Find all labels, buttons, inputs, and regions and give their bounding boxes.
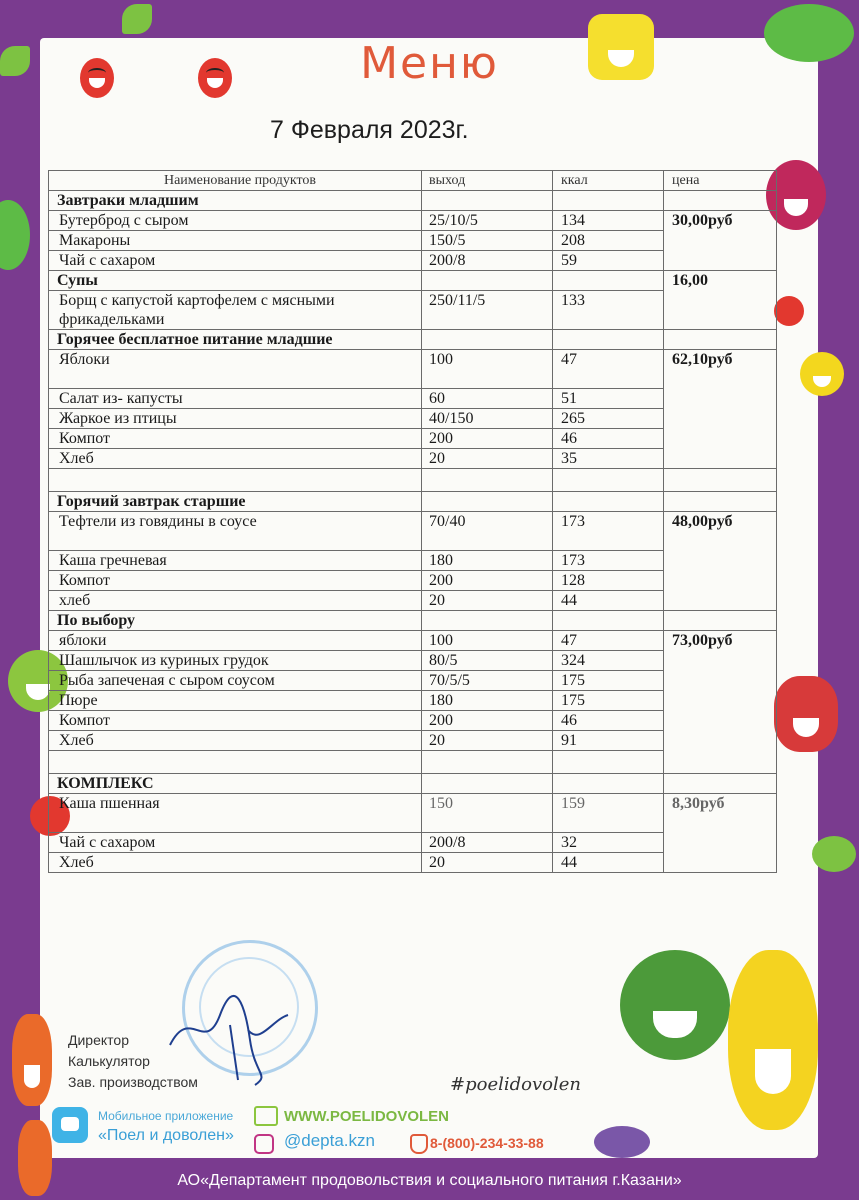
dish-output: 20 [422,449,553,469]
menu-table [48,170,777,873]
footer-company: АО«Департамент продовольствия и социального питания г.Казани» [177,1172,682,1189]
group-price: 62,10руб [664,350,777,469]
group-price: 30,00руб [664,211,777,271]
dish-kcal: 175 [553,671,664,691]
dish-name: Бутерброд с сыром [49,211,422,231]
leaf-icon [812,836,856,872]
dish-output: 20 [422,591,553,611]
instagram-handle[interactable]: @depta.kzn [284,1131,375,1150]
dish-output: 150/5 [422,231,553,251]
dish-kcal: 46 [553,711,664,731]
app-label: Мобильное приложение [98,1109,234,1123]
calculator-label: Калькулятор [68,1053,150,1069]
dish-name: Хлеб [49,449,422,469]
dish-kcal: 133 [553,291,664,330]
dish-output: 180 [422,691,553,711]
dish-name: Борщ с капустой картофелем с мясными фрикадельками [49,291,422,330]
dish-kcal: 175 [553,691,664,711]
table-row [49,794,777,833]
website-link[interactable]: WWW.POELIDOVOLEN [284,1108,449,1125]
group-price: 8,30руб [664,794,777,873]
column-header-output: выход [422,171,553,191]
cucumber-slice-icon [0,200,30,270]
dish-output: 40/150 [422,409,553,429]
table-row [49,350,777,389]
dish-kcal: 208 [553,231,664,251]
dish-kcal: 128 [553,571,664,591]
dish-kcal: 91 [553,731,664,751]
dish-output: 80/5 [422,651,553,671]
table-row [49,631,777,651]
dish-kcal: 173 [553,512,664,551]
dish-name: Салат из- капусты [49,389,422,409]
dish-name: Чай с сахаром [49,833,422,853]
production-head-label: Зав. производством [68,1074,198,1090]
dish-name: Хлеб [49,853,422,873]
category-row [49,611,777,631]
dish-kcal: 46 [553,429,664,449]
dish-output: 100 [422,350,553,389]
dish-output: 70/5/5 [422,671,553,691]
dish-name: Рыба запеченая с сыром соусом [49,671,422,691]
column-header-name: Наименование продуктов [49,171,422,191]
meat-character [774,676,838,752]
dish-output: 100 [422,631,553,651]
dish-output: 20 [422,853,553,873]
table-header-row [49,171,777,191]
dish-name: Хлеб [49,731,422,751]
dish-name: Каша пшенная [49,794,422,833]
signature-labels [68,1030,198,1093]
dish-name: яблоки [49,631,422,651]
dish-output: 70/40 [422,512,553,551]
dish-output: 250/11/5 [422,291,553,330]
category-row [49,492,777,512]
dish-kcal: 134 [553,211,664,231]
dish-kcal: 47 [553,350,664,389]
table-row [49,211,777,231]
dish-output: 200/8 [422,833,553,853]
app-name: «Поел и доволен» [98,1127,234,1144]
dish-name: Компот [49,429,422,449]
dish-kcal: 35 [553,449,664,469]
instagram-icon [254,1134,274,1154]
phone-icon [410,1134,428,1154]
category-row [49,271,777,291]
category-row [49,191,777,211]
globe-icon [254,1106,278,1126]
dish-name: Компот [49,571,422,591]
spacer-row [49,469,777,492]
dish-kcal: 44 [553,853,664,873]
dish-output: 180 [422,551,553,571]
category-title: Горячее бесплатное питание младшие [49,330,422,350]
category-title: Супы [49,271,422,291]
category-row [49,330,777,350]
group-price: 48,00руб [664,512,777,611]
group-price: 16,00 [664,271,777,330]
director-label: Директор [68,1032,129,1048]
category-title: КОМПЛЕКС [49,774,422,794]
dish-output: 60 [422,389,553,409]
group-price: 73,00руб [664,631,777,774]
candy-icon [594,1126,650,1158]
lemon-character [800,352,844,396]
category-title: Завтраки младшим [49,191,422,211]
dish-name: Компот [49,711,422,731]
dish-name: Макароны [49,231,422,251]
dish-kcal: 173 [553,551,664,571]
dish-output: 200 [422,429,553,449]
dish-output: 20 [422,731,553,751]
menu-date: 7 Февраля 2023г. [270,116,469,144]
table-row [49,512,777,551]
column-header-kcal: ккал [553,171,664,191]
tomato-small-icon [774,296,804,326]
dish-name: Шашлычок из куриных грудок [49,651,422,671]
category-title: По выбору [49,611,422,631]
dish-kcal: 47 [553,631,664,651]
dish-output: 150 [422,794,553,833]
page-title: Меню [360,38,499,89]
dish-name: Каша гречневая [49,551,422,571]
dish-name: Пюре [49,691,422,711]
banana-character [728,950,818,1130]
dish-output: 25/10/5 [422,211,553,231]
dish-kcal: 51 [553,389,664,409]
dish-name: Чай с сахаром [49,251,422,271]
phone-number[interactable]: 8-(800)-234-33-88 [430,1135,544,1151]
carrot-character [12,1014,52,1106]
dish-output: 200/8 [422,251,553,271]
dish-output: 200 [422,711,553,731]
dish-kcal: 44 [553,591,664,611]
dish-name: Жаркое из птицы [49,409,422,429]
hashtag: #poelidovolen [450,1074,581,1095]
dish-name: хлеб [49,591,422,611]
dish-kcal: 265 [553,409,664,429]
column-header-price: цена [664,171,777,191]
dish-name: Тефтели из говядины в соусе [49,512,422,551]
category-title: Горячий завтрак старшие [49,492,422,512]
app-icon [52,1107,88,1143]
dish-kcal: 59 [553,251,664,271]
leaf-icon [122,4,152,34]
dish-kcal: 159 [553,794,664,833]
category-row [49,774,777,794]
dish-output: 200 [422,571,553,591]
dish-kcal: 324 [553,651,664,671]
broccoli-character [620,950,730,1060]
dish-kcal: 32 [553,833,664,853]
dish-name: Яблоки [49,350,422,389]
